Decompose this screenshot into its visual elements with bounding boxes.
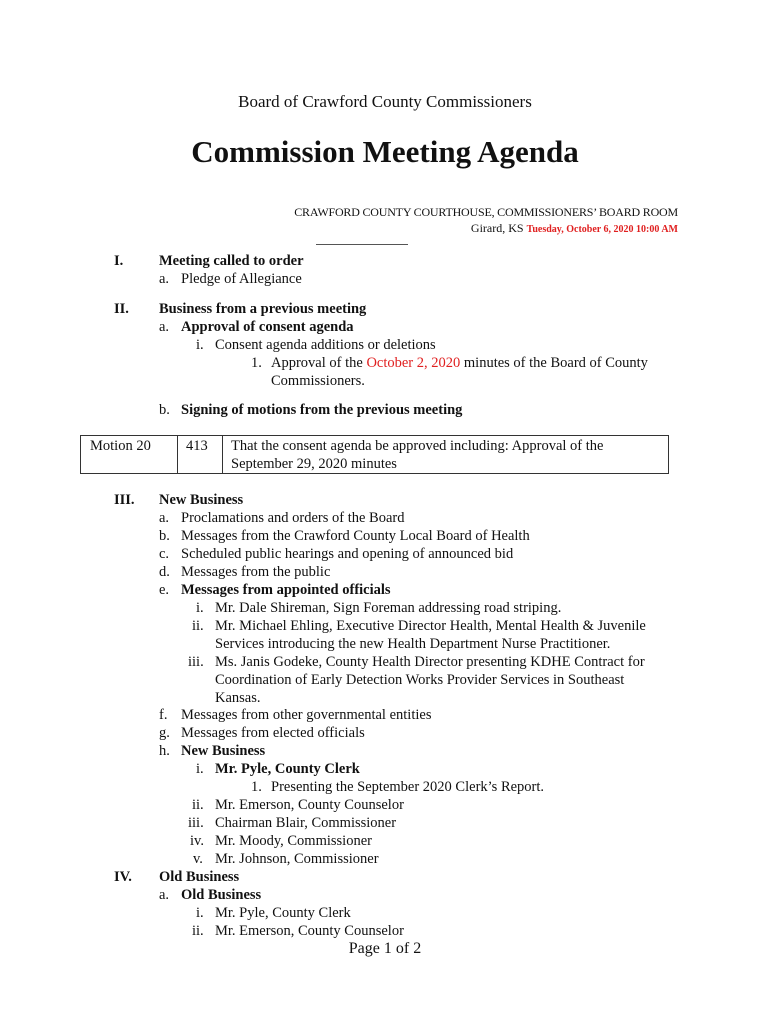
list-item: Chairman Blair, Commissioner (215, 815, 397, 831)
page-title: Commission Meeting Agenda (191, 134, 579, 169)
section-2-a-i-1-text (271, 354, 648, 372)
list-item: Messages from other governmental entities (181, 707, 432, 723)
section-2-a-i-1-cont: Commissioners. (271, 373, 365, 389)
section-4-number: IV. (114, 869, 132, 885)
list-item-marker: e. (159, 582, 170, 598)
section-1-a-text: Pledge of Allegiance (181, 271, 302, 287)
meeting-city-datetime (471, 221, 678, 236)
list-item-marker: a. (159, 887, 170, 903)
list-item-marker: ii. (192, 923, 204, 939)
list-item: Messages from appointed officials (181, 582, 391, 598)
list-item: Mr. Pyle, County Clerk (215, 761, 360, 777)
list-item: Proclamations and orders of the Board (181, 510, 405, 526)
list-item-cont: Coordination of Early Detection Works Provider Services in Southeast (215, 672, 625, 688)
motion-table-divider (177, 436, 178, 473)
section-3-number: III. (114, 492, 135, 508)
list-item-marker: g. (159, 725, 170, 741)
list-item-marker: iii. (188, 654, 204, 670)
list-item-marker: iv. (190, 833, 204, 849)
list-item-marker: v. (193, 851, 203, 867)
section-2-a-i-1-pre: Approval of the (271, 355, 363, 371)
list-item: Mr. Moody, Commissioner (215, 833, 372, 849)
list-item: Old Business (181, 887, 262, 903)
list-item-cont: Services introducing the new Health Department Nurse Practitioner. (215, 636, 611, 652)
page-number: Page 1 of 2 (348, 940, 422, 957)
list-item-marker: i. (196, 761, 204, 777)
meeting-city: Girard, KS (470, 221, 524, 235)
list-item: Mr. Emerson, County Counselor (215, 923, 404, 939)
section-2-b-marker: b. (159, 402, 170, 418)
list-item: Mr. Johnson, Commissioner (215, 851, 379, 867)
header-divider (316, 244, 408, 245)
list-item: Ms. Janis Godeke, County Health Director presenting KDHE Contract for (215, 654, 645, 670)
list-item-marker: c. (159, 546, 170, 562)
motion-table (80, 435, 669, 474)
list-item: Mr. Dale Shireman, Sign Foreman addressing road striping. (215, 600, 562, 616)
motion-text-line-1: That the consent agenda be approved including: Approval of the (231, 438, 604, 454)
list-item-marker: iii. (188, 815, 204, 831)
section-3-title: New Business (159, 492, 244, 508)
section-2-a-i-text: Consent agenda additions or deletions (215, 337, 436, 353)
motion-text-line-2: September 29, 2020 minutes (231, 456, 397, 472)
list-item-marker: b. (159, 528, 170, 544)
list-item-marker: 1. (251, 779, 262, 795)
section-2-title: Business from a previous meeting (159, 301, 367, 317)
organization-name: Board of Crawford County Commissioners (238, 92, 532, 111)
list-item-marker: f. (159, 707, 168, 723)
section-4-title: Old Business (159, 869, 240, 885)
list-item: New Business (181, 743, 266, 759)
list-item: Messages from the Crawford County Local Board of Health (181, 528, 530, 544)
list-item-cont: Kansas. (215, 690, 261, 706)
meeting-datetime: Tuesday, October 6, 2020 10:00 AM (526, 224, 678, 235)
meeting-location: CRAWFORD COUNTY COURTHOUSE, COMMISSIONERS’ BOARD ROOM (294, 205, 678, 219)
section-2-a-i-1-marker: 1. (251, 355, 262, 371)
section-2-a-i-marker: i. (196, 337, 204, 353)
section-2-number: II. (114, 301, 129, 317)
section-2-a-text: Approval of consent agenda (181, 319, 354, 335)
list-item-marker: h. (159, 743, 170, 759)
list-item-marker: a. (159, 510, 170, 526)
list-item-marker: ii. (192, 618, 204, 634)
list-item: Scheduled public hearings and opening of announced bid (181, 546, 514, 562)
list-item: Messages from the public (181, 564, 331, 580)
list-item: Messages from elected officials (181, 725, 365, 741)
motion-table-divider (222, 436, 223, 473)
section-2-a-marker: a. (159, 319, 170, 335)
list-item: Mr. Pyle, County Clerk (215, 905, 351, 921)
list-item: Presenting the September 2020 Clerk’s Report. (271, 779, 545, 795)
motion-label: Motion 20 (90, 438, 151, 454)
list-item-marker: i. (196, 600, 204, 616)
list-item: Mr. Michael Ehling, Executive Director Health, Mental Health & Juvenile (215, 618, 646, 634)
minutes-date: October 2, 2020 (366, 355, 461, 371)
section-2-a-i-1-post: minutes of the Board of County (463, 355, 648, 371)
list-item: Mr. Emerson, County Counselor (215, 797, 404, 813)
section-1-a-marker: a. (159, 271, 170, 287)
section-2-b-text: Signing of motions from the previous meeting (181, 402, 463, 418)
list-item-marker: ii. (192, 797, 204, 813)
section-1-title: Meeting called to order (159, 253, 304, 269)
list-item-marker: i. (196, 905, 204, 921)
list-item-marker: d. (159, 564, 170, 580)
motion-number: 413 (186, 438, 208, 454)
section-1-number: I. (114, 253, 124, 269)
